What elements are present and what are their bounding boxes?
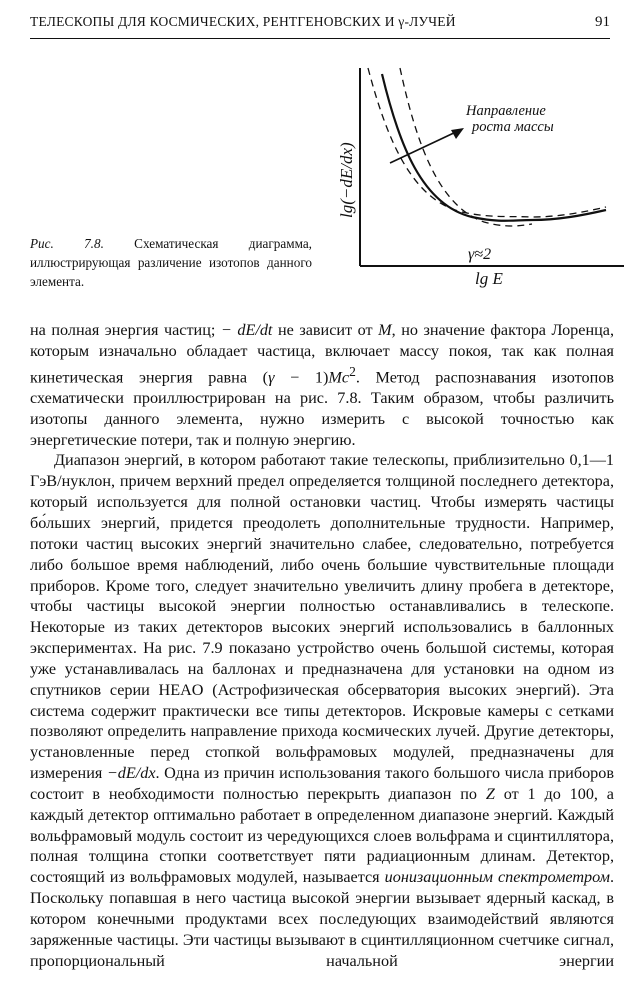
y-axis-label: lg(−dE/dx) [337,142,356,218]
p1-text-1: на полная энергия частиц; [30,321,221,339]
page-number: 91 [595,14,610,30]
body-text [30,320,614,972]
p1-text-4: − 1) [274,368,329,387]
x-axis-label: lg E [475,269,503,288]
p1-math-M: M [378,321,392,339]
mass-curve-dashed-right [400,68,532,226]
p1-text-2: не зависит от [272,321,379,339]
caption-label: Рис. 7.8. [30,236,104,251]
p1-math-Mc: Mc [328,368,350,387]
figure-svg [334,60,630,296]
mass-curve-solid [382,74,606,221]
paragraph-1 [30,320,614,450]
p1-superscript: 2 [349,363,356,379]
p2-text-4: . Поскольку попавшая в него частица высокой энергии вызывает ядерный каскад, в котором конечными продуктами всех последующих взаимодействий являются заряженные частицы. Эти частицы вызывают в сцинтилляционном счетчике сигнал, пропорциональный начальной энергии [30,868,614,970]
p2-math-dEdx: −dE/dx [106,764,156,783]
p1-math-dEdt: − dE/dt [220,321,273,339]
caption-text: Схематическая диаграмма, иллюстрирующая различение изотопов данного элемента. [30,236,312,289]
figure-7-8 [334,60,630,296]
p1-math-gamma: γ [268,368,275,387]
page-header [30,14,610,39]
p1-text-3: , но значение фактора Лоренца, которым изначально обладает частица, включает массу покоя, так как полная кинетическая энергия равна ( [30,321,615,387]
gamma-label: γ≈2 [468,246,492,263]
paragraph-2 [30,450,614,971]
arrowhead-icon [451,128,464,139]
p1-text-5: . Метод распознавания изотопов схематически проиллюстрирован на рис. 7.8. Таким образом, чтобы различить изотопы данного элемента, нужно измерить с высокой точностью как энергетические потери, так и полную энергию. [30,368,614,449]
p2-term-ionization-spectrometer: ионизационным спектрометром [384,868,610,887]
p2-text-2: . Одна из причин использования такого большого числа приборов состоит в необходимости полностью перекрыть диапазон по [30,764,614,803]
figure-caption [30,234,312,291]
running-title: ТЕЛЕСКОПЫ ДЛЯ КОСМИЧЕСКИХ, РЕНТГЕНОВСКИХ И γ-ЛУЧЕЙ [30,14,456,29]
p2-text-1: Диапазон энергий, в котором работают такие телескопы, приблизительно 0,1—1 ГэВ/нуклон, причем верхний предел определяется толщиной последнего детектора, который используется для полной остановки частиц. Чтобы измерять частицы бо́льших энергий, придется преодолеть дополнительные трудности. Например, потоки частиц высоких энергий значительно слабее, следовательно, потребуется либо большое время наблюдений, либо очень большие чувствительные площади приборов. Кроме того, следует значительно увеличить длину пробега в детекторе, чтобы частицы высокой энергии полностью останавливались в телескопе. Некоторые из таких детекторов высоких энергий использовались в баллонных экспериментах. На рис. 7.9 показано устройство очень большой системы, которая уже устанавливалась на баллонах и предназначена для установки на одном из спутников серии HEAO (Астрофизическая обсерватория высоких энергий). Эта система содержит практически все типы детекторов. Искровые камеры с сетками позволяют определить направление прихода космических лучей. Другие детекторы, установленные перед стопкой вольфрамовых модулей, предназначены для измерения [30,451,614,783]
p2-math-Z: Z [485,784,495,803]
annotation-line2: роста массы [472,119,554,135]
annotation-line1: Направление [466,103,546,119]
p2-text-3: от 1 до 100, а каждый детектор оптимально работает в определенном диапазоне энергий. Каждый вольфрамовый модуль состоит из чередующихся слоев вольфрама и сцинтиллятора, полная толщина стопки соответствует пяти радиационным длинам. Детектор, состоящий из вольфрамовых модулей, называется [30,784,614,887]
